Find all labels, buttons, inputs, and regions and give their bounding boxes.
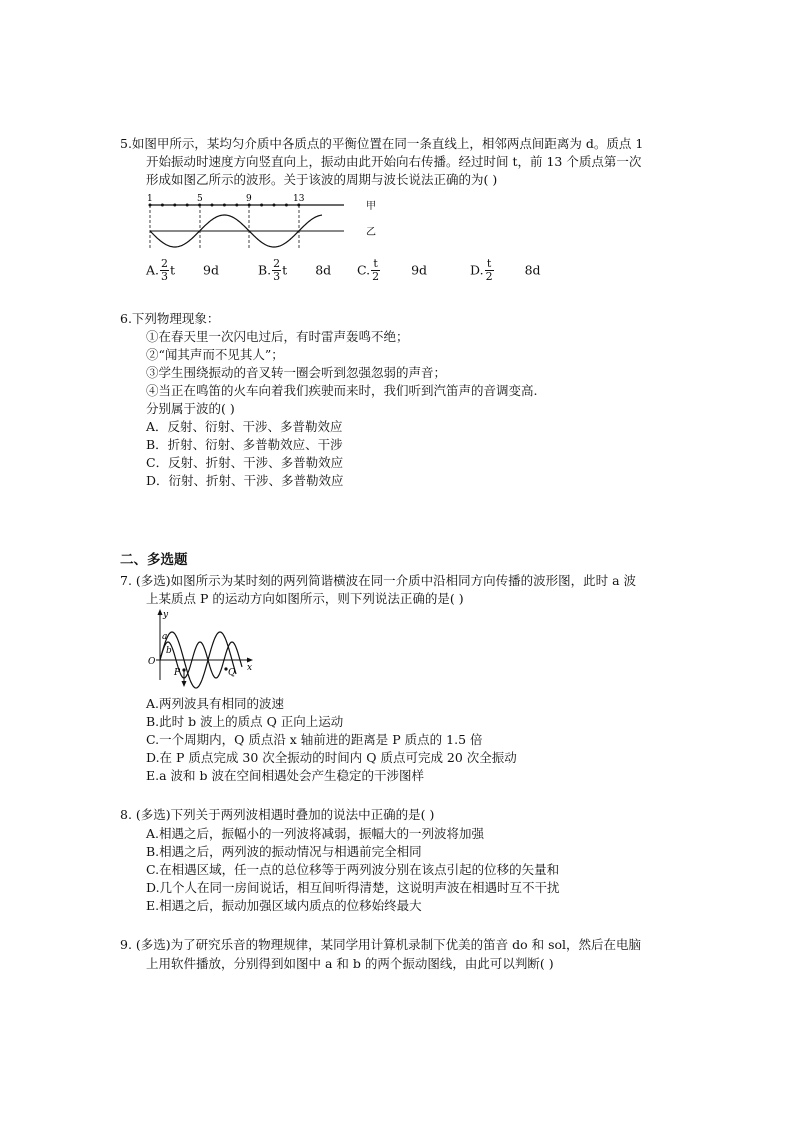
q6-option-c[interactable]: C．反射、折射、干涉、多普勒效应 <box>146 455 344 470</box>
q6-item-1: ①在春天里一次闪电过后，有时雷声轰鸣不绝； <box>146 329 409 344</box>
q8-option-e[interactable]: E.相遇之后，振动加强区域内质点的位移始终最大 <box>146 898 422 913</box>
q5-choice-d-fraction: $\frac{t}{2}$ <box>485 257 493 283</box>
q5-particle-dot <box>173 204 176 207</box>
q5-choice-d[interactable]: D. $\frac{t}{2}$ 8d <box>470 257 541 283</box>
q6-option-b[interactable]: B．折射、衍射、多普勒效应、干涉 <box>146 437 343 452</box>
q5-particle-dot <box>273 204 276 207</box>
q5-line-1: 5.如图甲所示，某均匀介质中各质点的平衡位置在同一条直线上，相邻两点间距离为 d。质点 1 <box>120 136 644 151</box>
q5-particle-dot <box>161 204 164 207</box>
q7-option-d[interactable]: D.在 P 质点完成 30 次全振动的时间内 Q 质点可完成 20 次全振动 <box>146 750 517 765</box>
q7-line-2: 上某质点 P 的运动方向如图所示，则下列说法正确的是( ) <box>146 591 464 606</box>
q8-option-b[interactable]: B.相遇之后，两列波的振动情况与相遇前完全相同 <box>146 844 422 859</box>
q8-option-a[interactable]: A.相遇之后，振幅小的一列波将减弱，振幅大的一列波将加强 <box>146 826 485 841</box>
q5-choice-a[interactable]: A. $\frac{2}{3}$ t 9d <box>146 257 220 283</box>
q6-item-3: ③学生围绕振动的音叉转一圈会听到忽强忽弱的声音； <box>146 365 447 380</box>
q9-line-2: 上用软件播放，分别得到如图中 a 和 b 的两个振动图线，由此可以判断( ) <box>146 956 554 971</box>
q5-label-yi: 乙 <box>366 227 376 238</box>
q5-label-13: 13 <box>293 194 305 204</box>
q7-label-q: Q <box>228 668 236 678</box>
q6-option-a[interactable]: A．反射、衍射、干涉、多普勒效应 <box>146 419 343 434</box>
q5-particle-dot <box>260 204 263 207</box>
q5-label-5: 5 <box>197 194 203 204</box>
q5-choice-a-fraction: $\frac{2}{3}$ <box>161 257 169 283</box>
q5-label-jia: 甲 <box>366 201 376 212</box>
q7-label-b: b <box>166 646 172 656</box>
q5-label-9: 9 <box>246 194 252 204</box>
q6-item-2: ②“闻其声而不见其人”； <box>146 347 284 362</box>
q5-choice-b-fraction: $\frac{2}{3}$ <box>273 257 281 283</box>
q7-label-p: P <box>174 668 181 678</box>
q5-particle-dot <box>186 204 189 207</box>
q7-option-a[interactable]: A.两列波具有相同的波速 <box>146 696 285 711</box>
q5-particle-dot <box>285 204 288 207</box>
q6-option-d[interactable]: D．衍射、折射、干涉、多普勒效应 <box>146 473 344 488</box>
q5-choice-b[interactable]: B. $\frac{2}{3}$ t 8d <box>258 257 332 283</box>
q7-label-x: x <box>247 663 253 673</box>
q5-wave-figure <box>144 192 384 262</box>
q8-option-d[interactable]: D.几个人在同一房间说话，相互间听得清楚，这说明声波在相遇时互不干扰 <box>146 880 560 895</box>
q5-line-3: 形成如图乙所示的波形。关于该波的周期与波长说法正确的为( ) <box>146 172 498 187</box>
q6-item-4: ④当正在鸣笛的火车向着我们疾驶而来时，我们听到汽笛声的音调变高. <box>146 383 538 398</box>
q5-line-2: 开始振动时速度方向竖直向上，振动由此开始向右传播。经过时间 t，前 13 个质点第一次 <box>146 154 642 169</box>
q7-line-1: 7. (多选)如图所示为某时刻的两列简谐横波在同一介质中沿相同方向传播的波形图，此时 a 波 <box>120 573 637 588</box>
q6-prompt: 分别属于波的( ) <box>146 401 235 416</box>
q7-option-e[interactable]: E.a 波和 b 波在空间相遇处会产生稳定的干涉图样 <box>146 768 424 783</box>
q5-particle-dot <box>235 204 238 207</box>
q7-option-b[interactable]: B.此时 b 波上的质点 Q 正向上运动 <box>146 714 344 729</box>
q5-choice-c-fraction: $\frac{t}{2}$ <box>372 257 380 283</box>
q8-option-c[interactable]: C.在相遇区域，任一点的总位移等于两列波分别在该点引起的位移的矢量和 <box>146 862 560 877</box>
q6-stem: 6.下列物理现象： <box>120 311 220 326</box>
q7-label-a: a <box>162 632 168 642</box>
q9-line-1: 9. (多选)为了研究乐音的物理规律，某同学用计算机录制下优美的笛音 do 和 sol，然后在电脑 <box>120 937 642 952</box>
q5-label-1: 1 <box>147 194 153 204</box>
q5-particle-dot <box>223 204 226 207</box>
q7-wave-figure <box>146 608 256 688</box>
q5-particle-dot <box>211 204 214 207</box>
q7-option-c[interactable]: C.一个周期内，Q 质点沿 x 轴前进的距离是 P 质点的 1.5 倍 <box>146 732 483 747</box>
q7-label-y: y <box>163 610 169 620</box>
q5-choice-c[interactable]: C. $\frac{t}{2}$ 9d <box>357 257 428 283</box>
q7-label-o: O <box>148 657 156 667</box>
section-title: 二、多选题 <box>120 552 188 568</box>
q8-stem: 8. (多选)下列关于两列波相遇时叠加的说法中正确的是( ) <box>120 807 435 822</box>
